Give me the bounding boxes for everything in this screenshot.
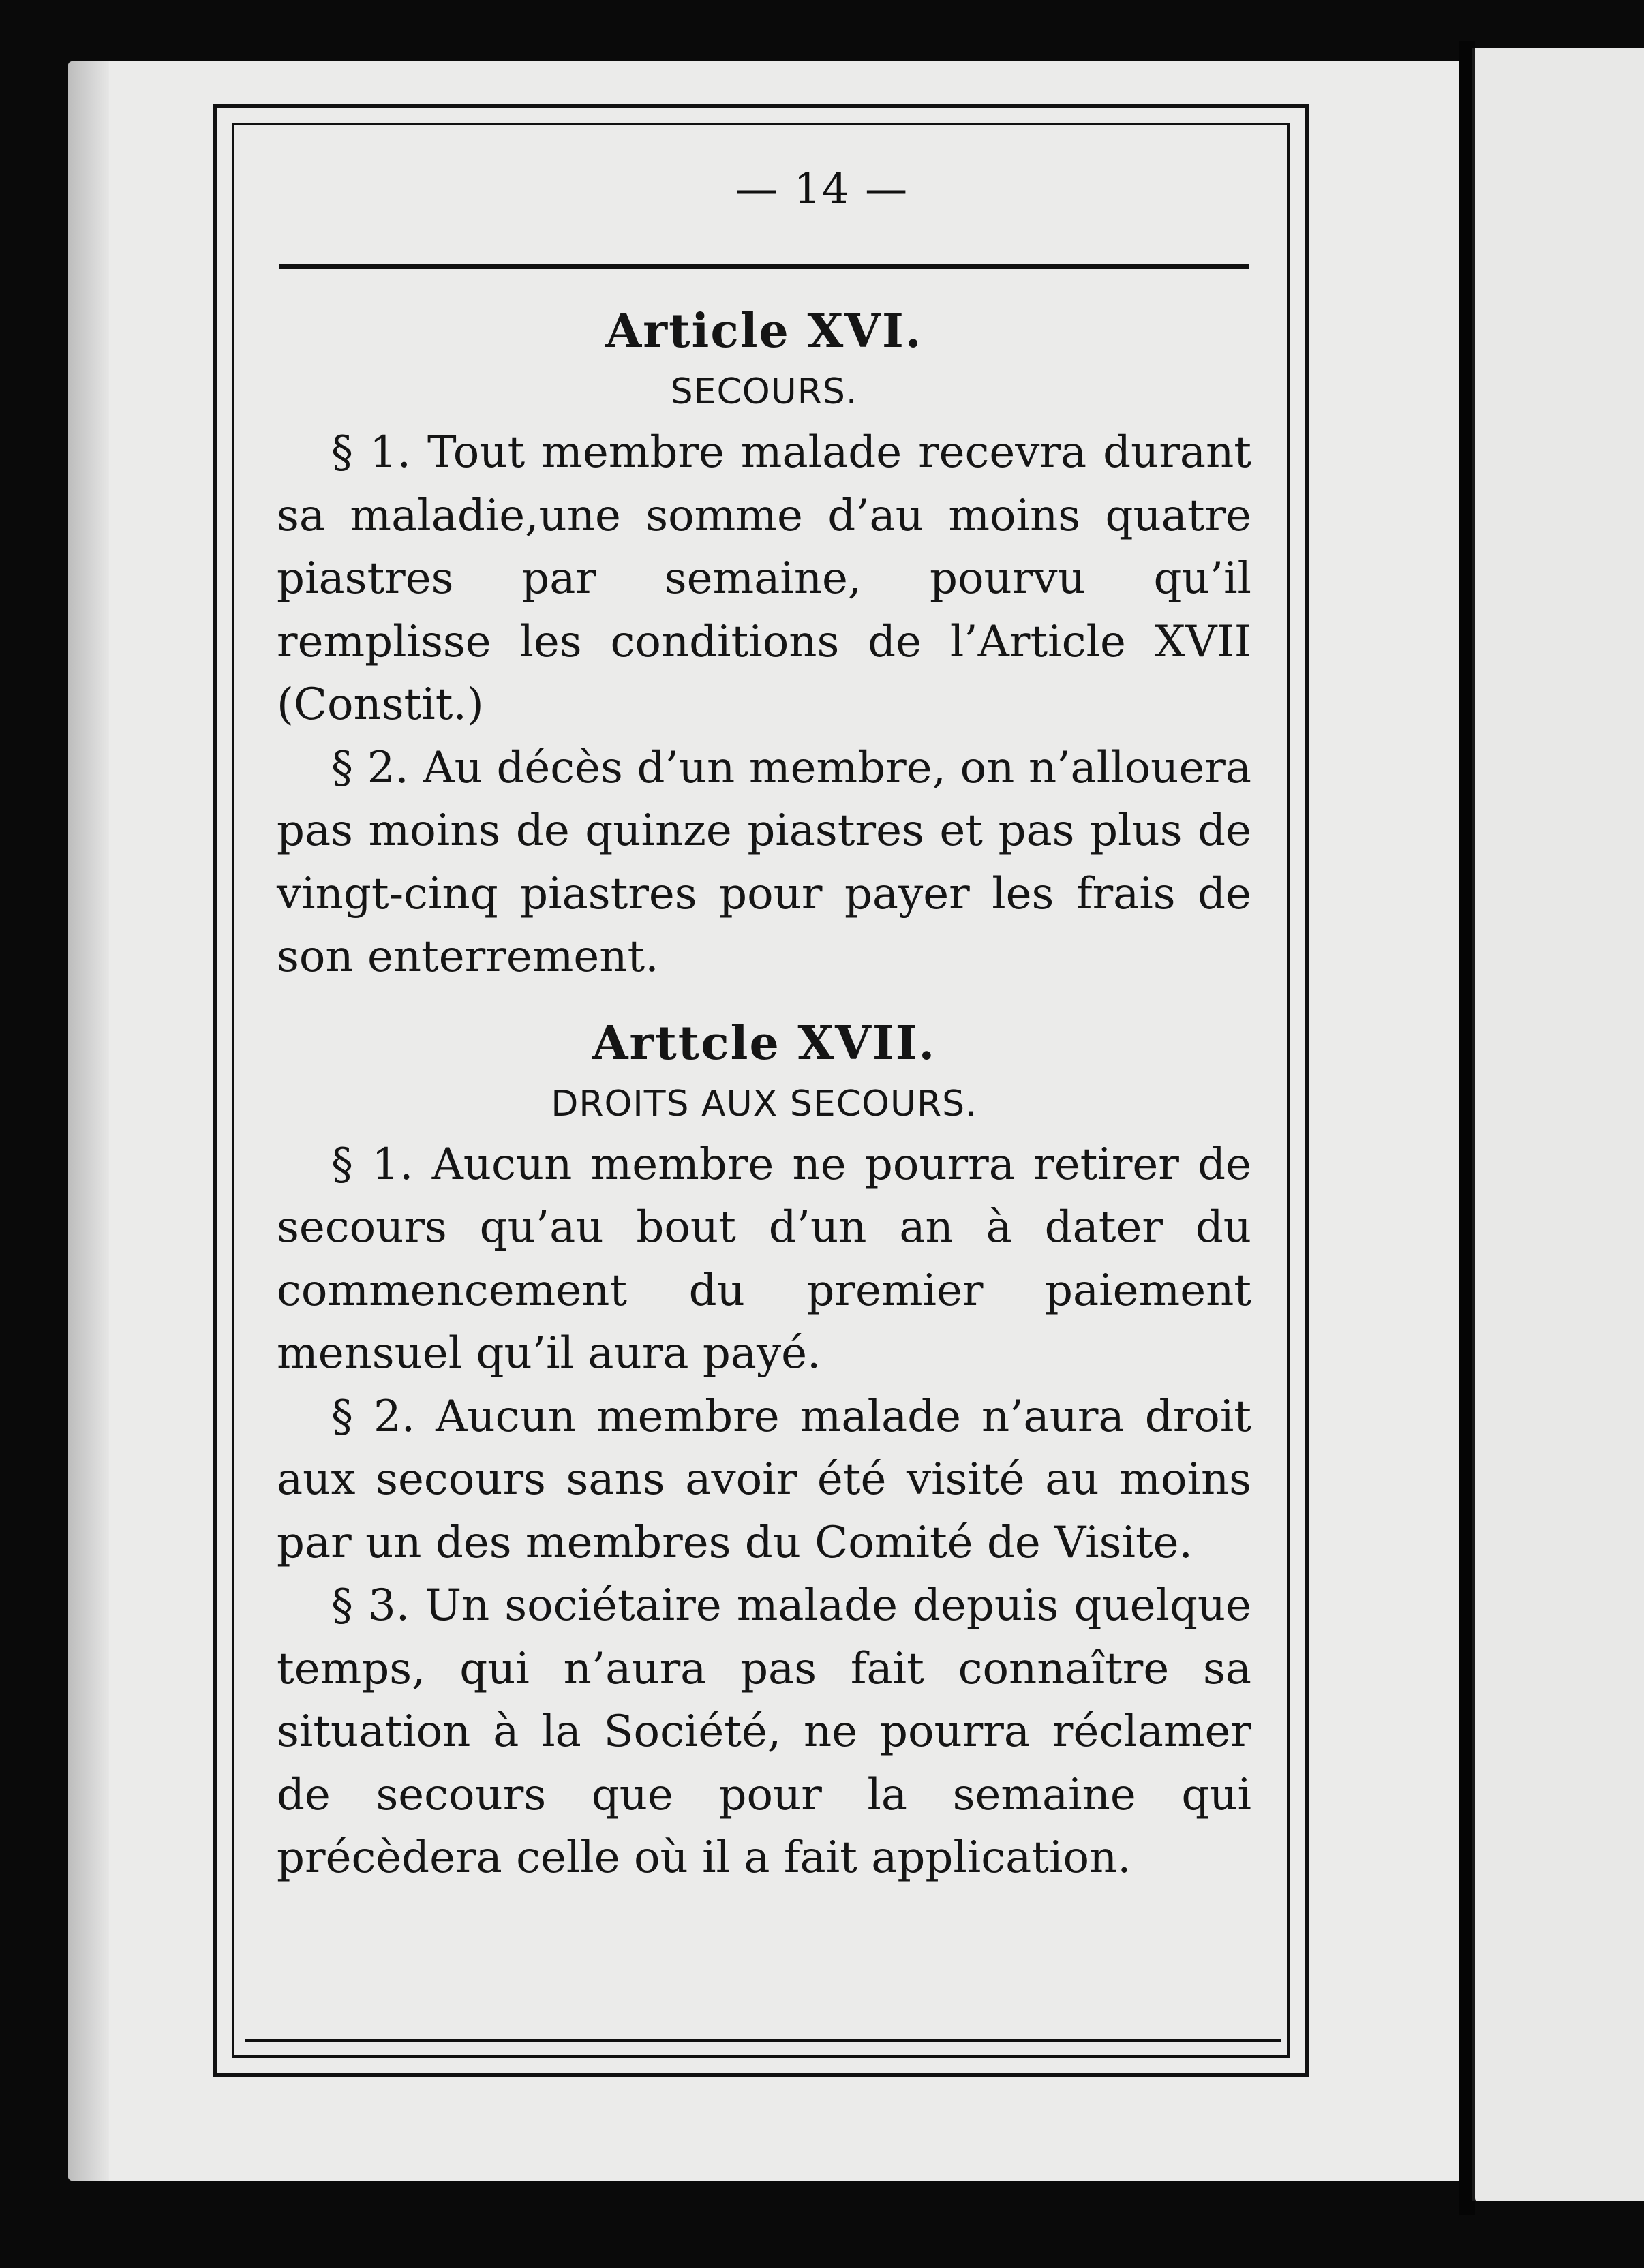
article-subheading: SECOURS. <box>670 371 858 412</box>
paragraph: § 2. Au décès d’un membre, on n’allouera pas moins de quinze piastres et pas plus de vingt-cinq piastres pour payer les frais de son enterrement. <box>277 742 1251 982</box>
article-heading: Arttcle XVII. <box>592 1015 937 1071</box>
article-subheading: DROITS AUX SECOURS. <box>551 1083 977 1124</box>
page-body <box>277 300 1251 1890</box>
article-xvii <box>277 1012 1251 1890</box>
article-heading: Article XVI. <box>605 304 923 358</box>
paragraph: § 1. Tout membre malade recevra durant sa maladie,une somme d’au moins quatre piastres par semaine, pourvu qu’il remplisse les conditions de l’Article XVII (Constit.) <box>277 427 1251 730</box>
page-edge-stack <box>68 61 109 2181</box>
right-page <box>1475 48 1644 2201</box>
paragraph: § 2. Aucun membre malade n’aura droit aux secours sans avoir été visité au moins par un des membres du Comité de Visite. <box>277 1391 1251 1568</box>
article-xvi <box>277 300 1251 989</box>
footer-rule <box>245 2039 1281 2042</box>
header-rule <box>279 264 1249 269</box>
paragraph: § 1. Aucun membre ne pourra retirer de secours qu’au bout d’un an à dater du commencement du premier paiement mensuel qu’il aura payé. <box>277 1139 1251 1379</box>
paragraph: § 3. Un sociétaire malade depuis quelque temps, qui n’aura pas fait connaître sa situation à la Société, ne pourra réclamer de secours que pour la semaine qui précèdera celle où il a fait application. <box>277 1580 1251 1883</box>
page-number: — 14 — <box>735 164 909 213</box>
